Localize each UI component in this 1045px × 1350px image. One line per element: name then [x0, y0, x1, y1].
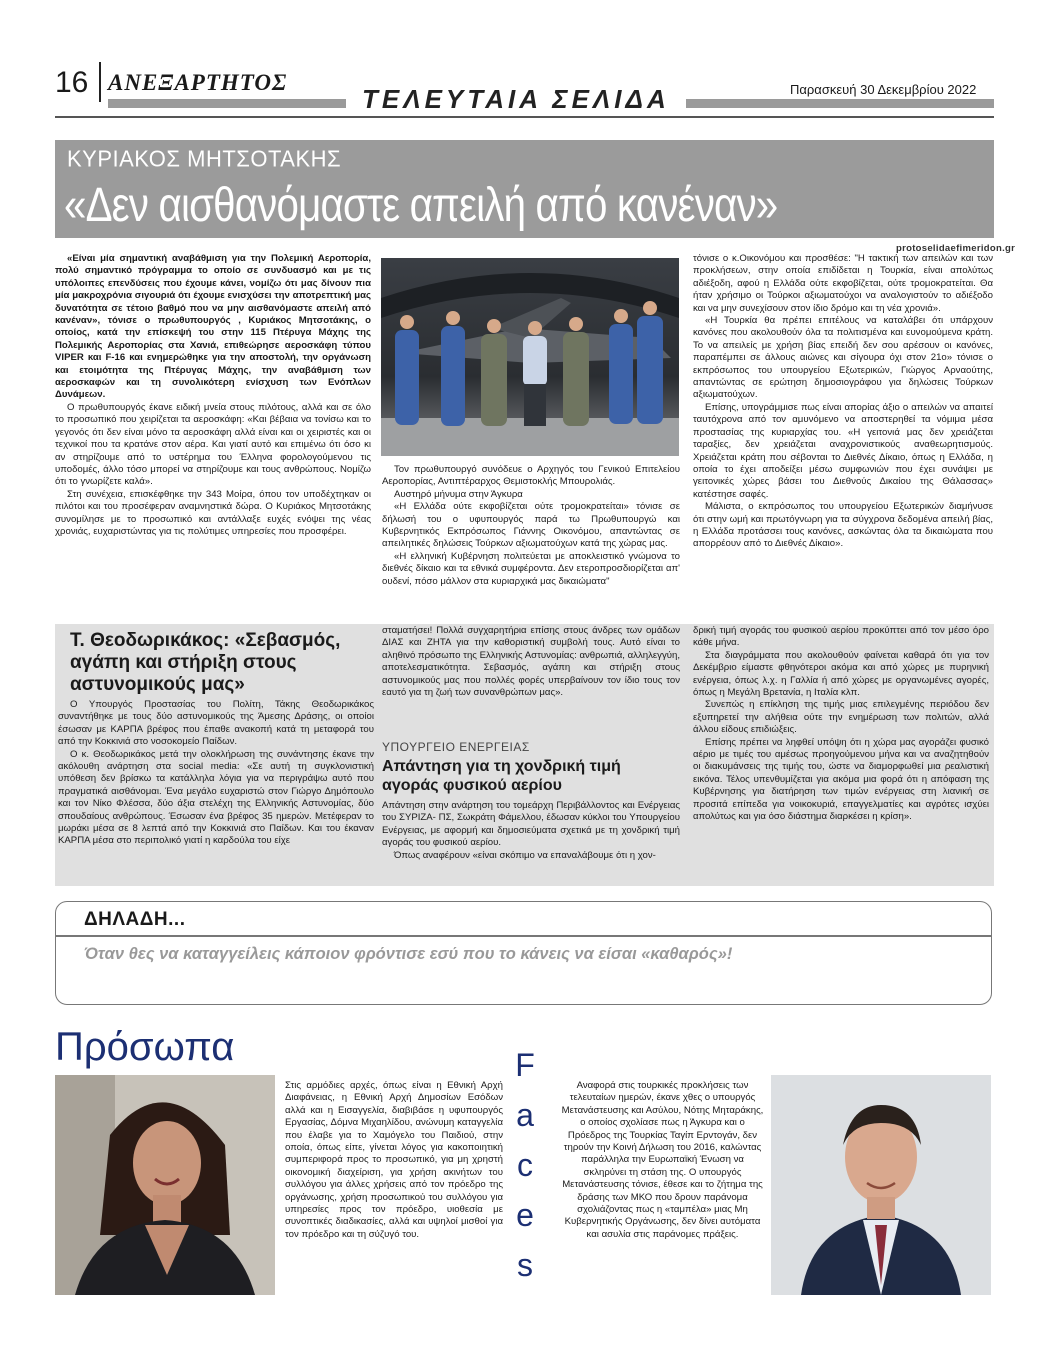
faces-letter: F	[515, 1047, 535, 1083]
police-headline: Τ. Θεοδωρικάκος: «Σεβασμός, αγάπη και στήριξη στους αστυνομικούς μας»	[70, 630, 341, 695]
diladi-divider	[55, 935, 992, 937]
lead-intro: «Είναι μία σημαντική αναβάθμιση για την Πολεμική Αεροπορία, πολύ σημαντικό πρόγραμμα το οποίο σε συνδυασμό και με τις υπόλοιπες επενδύσεις που έχουμε κάνει, νομίζω ότι μας δίνουν πια μία μακροχρόνια σιγουριά ότι έχουμε ενισχύσει την αποτρεπτική μας δυνατότητα σε τέτοιο βαθμό που να μην αισθανόμαστε απειλή από κανέναν», τόνισε ο πρωθυπουργός , Κυριάκος Μητσοτάκης, ο οποίος, κατά την επίσκεψή του στην 115 Πτέρυγα Μάχης της Πολεμικής Αεροπορίας στα Χανιά, επιθεώρησε αεροσκάφη τύπου VIPER και F-16 και ενημερώθηκε για την αποστολή, την οργάνωση και ετοιμότητα της Πτέρυγας Μάχης, την αναβάθμιση των αεροσκαφών και τη συνολικότερη ενίσχυση των Ενόπλων Δυνάμεων.	[55, 253, 371, 401]
lead-paragraph: «Η ελληνική Κυβέρνηση πολιτεύεται με αποκλειστικό γνώμονα το διεθνές δίκαιο και τα εθνικά συμφέροντα. Δεν ετεροπροσδιορίζεται απ' ουδενί, πόσο μάλλον στα κυριαρχικά μας δικαιώματα"	[382, 550, 680, 587]
energy-paragraph: δρική τιμή αγοράς του φυσικού αερίου προκύπτει από τον μέσο όρο κάθε μήνα.	[693, 625, 989, 649]
energy-paragraph: Συνεπώς η επίκληση της τιμής μιας επιλεγμένης περιόδου δεν εξυπηρετεί την αλήθεια ούτε την ενημέρωση των πολιτών, αλλά άλλου είδους επιδιώξεις.	[693, 699, 989, 736]
man-portrait-photo	[771, 1075, 991, 1295]
police-column-1	[58, 699, 374, 848]
energy-paragraph: Απάντηση στην ανάρτηση του τομεάρχη Περιβάλλοντος και Ενέργειας του ΣΥΡΙΖΑ- ΠΣ, Σωκράτη Φάμελλου, έδωσαν κύκλοι του Υπουργείου Ενέργειας, με αφορμή και δημοσιεύματα σχετικά με τη χονδρική τιμή αγοράς του φυσικού αερίου.	[382, 800, 680, 849]
watermark: protoselidaefimeridon.gr	[896, 243, 1016, 254]
lead-title: «Δεν αισθανόμαστε απειλή από κανέναν»	[64, 179, 778, 232]
subheading-ankara: Αυστηρό μήνυμα στην Άγκυρα	[394, 488, 523, 500]
prosopa-text-2: Αναφορά στις τουρκικές προκλήσεις των τελευταίων ημερών, έκανε χθες ο υπουργός Μετανάστευσης και Ασύλου, Νότης Μηταράκης, ο οποίος σχολίασε πως η Άγκυρα και ο Πρόεδρος της Τουρκίας Ταγίπ Ερντογάν, δεν τηρούν την Κοινή Δήλωση του 2016, καλώντας παράλληλα την Ευρωπαϊκή Ένωση να σκληρύνει τη στάση της. Ο υπουργός Μετανάστευσης τόνισε, έθεσε και το ζήτημα της δράσης των ΜΚΟ που δρουν παράνομα σχολιάζοντας πως η «ταμπέλα» μιας Μη Κυβερνητικής Οργάνωσης, δεν δίνει αυτόματα και ασυλία στις παράνομες πράξεις.	[561, 1080, 764, 1240]
energy-column-2	[693, 625, 989, 824]
diladi-title: ΔΗΛΑΔΗ...	[84, 909, 186, 930]
lead-kicker: ΚΥΡΙΑΚΟΣ ΜΗΤΣΟΤΑΚΗΣ	[67, 145, 342, 172]
faces-letter: e	[516, 1197, 534, 1233]
energy-paragraph: Στα διαγράμματα που ακολουθούν φαίνεται καθαρά ότι για τον Δεκέμβριο είμαστε φθηνότεροι ακόμα και από χώρες με πυρηνική ενέργεια, όπως λ.χ. η Γαλλία ή από χώρες με οργανωμένες αγορές, όπως η Μεγάλη Βρετανία, η Ιταλία κλπ.	[693, 649, 989, 699]
issue-date: Παρασκευή 30 Δεκεμβρίου 2022	[790, 82, 977, 97]
energy-kicker: ΥΠΟΥΡΓΕΙΟ ΕΝΕΡΓΕΙΑΣ	[382, 740, 530, 754]
pilots-photo	[381, 258, 679, 456]
prosopa-text-1: Στις αρμόδιες αρχές, όπως είναι η Εθνική Αρχή Διαφάνειας, η Εθνική Αρχή Δημοσίων Εσόδων αλλά και η Εισαγγελία, διαβιβάσε η υφυπουργός Εργασίας, Δόμνα Μιχαηλίδου, ανώνυμη καταγγελία που έλαβε για το Χαμόγελο του Παιδιού, στην οποία, όπως είπε, γίνεται λόγος για κακοποιητική συμπεριφορά προς το προσωπικό, για μη χρηστή οικονομική διαχείριση, για χρήση ακινήτων του συλλόγου για άλλες χρήσεις από τον πρόεδρο της οργάνωσης, χρήση προσωπικού του συλλόγου για υπηρεσίες προς τον πρόεδρο, υιοθεσία με συνοπτικές διαδικασίες, αλλά και υψηλοί μισθοί για τον πρόεδρο και τη σύζυγό του.	[285, 1080, 503, 1240]
diladi-text: Όταν θες να καταγγείλεις κάποιον φρόντισε εσύ που το κάνεις να είσαι «καθαρός»!	[84, 945, 733, 963]
photo-caption: Τον πρωθυπουργό συνόδευε ο Αρχηγός του Γενικού Επιτελείου Αεροπορίας, Αντιπτέραρχος Θεμιστοκλής Μπουρολιάς.	[382, 464, 680, 488]
lead-paragraph: «Η Τουρκία θα πρέπει επιτέλους να καταλάβει ότι υπάρχουν κανόνες που ακολουθούν όλα τα πολιτισμένα και ευνομούμενα κράτη. Το να απειλείς με χρήση βίας επειδή δεν σου αρέσουν οι κανόνες, παραπέμπει σε άλλους αιώνες και σίγουρα όχι στον 21ο» τόνισε ο εκπρόσωπος του υπουργείου Εξωτερικών, Γιώργος Αρναούτης, απαντώντας σε ερώτηση δημοσιογράφου για δηλώσεις Τούρκων αξιωματούχων.	[693, 315, 993, 401]
energy-column-1	[382, 800, 680, 862]
lead-paragraph: Επίσης, υπογράμμισε πως είναι απορίας άξιο ο απειλών να απαιτεί ταυτόχρονα από τον αμυνόμενο να αποστερηθεί τα νόμιμα μέσα προστασίας της κυριαρχίας του. «Η γειτονιά μας δεν χρειάζεται ταραξίες, δεν χρειάζεται αναχρονιστικούς αναθεωρητισμούς. Χρειάζεται κράτη που σέβονται το Διεθνές Δίκαιο, όπως η Ελλάδα, η οποία το έχει αποδείξει μέσω συμφωνιών που έχει συνάψει με γειτονικές χώρες βάσει του Διεθνούς Δικαίου της Θάλασσας» κατέστησε σαφές.	[693, 401, 993, 500]
lead-paragraph: Ο πρωθυπουργός έκανε ειδική μνεία στους πιλότους, αλλά και σε όλο το προσωπικό που χειρίζεται τα αεροσκάφη: «Και βέβαια να τονίσω και το γεγονός ότι δεν είναι μόνο τα αεροσκάφη αλλά είναι και οι χειριστές και οι τεχνικοί που τα κρατάνε στον αέρα. Και γιατί αυτό και επιμένω ότι όσο κι αν στηρίζουμε από το υστέρημα του Έλληνα φορολογούμενου τις υποδομές, άλλο τόσο μπορεί να στηρίζουμε και τους ανθρώπους. Νομίζω ότι το γνωρίζετε καλά».	[55, 401, 371, 488]
faces-vertical-label	[511, 1040, 539, 1290]
energy-paragraph: Επίσης πρέπει να ληφθεί υπόψη ότι η χώρα μας αγοράζει φυσικό αέριο με τιμές του αμέσως προηγούμενου μήνα και να αναζητηθούν οι διακυμάνσεις της τιμής του, ώστε να διαμορφωθεί μια ρεαλιστική εικόνα. Τέλος υπενθυμίζεται για ακόμα μια φορά ότι η απόφαση της Κυβέρνησης για διατήρηση των τιμών ενέργειας στη λιανική σε προσιτά επίπεδα για νοικοκυριά, επαγγελματίες και αγρότες ισχύει απολύτως και για όσο διάστημα διαρκέσει η κρίση».	[693, 736, 989, 823]
lead-paragraph: Μάλιστα, ο εκπρόσωπος του υπουργείου Εξωτερικών διαμήνυσε ότι στην ωμή και πρωτόγνωρη για τα σύγχρονα δεδομένα απειλή βίας, η Ελλάδα προτάσσει τους κανόνες, ασκώντας όλα τα δικαιώματα που απορρέουν από το Διεθνές Δίκαιο».	[693, 501, 993, 550]
lead-column-2	[382, 464, 680, 588]
energy-headline: Απάντηση για τη χονδρική τιμή αγοράς φυσικού αερίου	[382, 758, 621, 794]
lead-paragraph: τόνισε ο κ.Οικονόμου και προσθέσε: "Η τακτική των απειλών και των προκλήσεων, στην οποία επιδίδεται η Τουρκία, είναι απολύτως αδιέξοδη, αφού η Ελλάδα ούτε εκφοβίζεται, ούτε τρομοκρατείται. Θα ήταν χρήσιμο οι Τούρκοι αξιωματούχοι να αναλογιστούν το αδιέξοδο και να μην συνεχίσουν στον ίδιο δρόμο και τη νέα χρονιά».	[693, 253, 993, 314]
faces-letter: c	[517, 1147, 533, 1183]
woman-portrait-photo	[55, 1075, 275, 1295]
police-paragraph: Ο κ. Θεοδωρικάκος μετά την ολοκλήρωση της συνάντησης έκανε την ακόλουθη ανάρτηση στα social media: «Σε αυτή τη συγκλονιστική υπόθεση δεν βρίσκω τα κατάλληλα λόγια για να περιγράψω αυτό που πραγματικά αισθάνομαι. Ένα μεγάλο ευχαριστώ στον Γιώργο Δημόπουλο και τον Νίκο Φλέσσα, δύο άξια στελέχη της Ελληνικής Αστυνομίας, δύο σπουδαίους ανθρώπους. Έσωσαν ένα βρέφος 35 ημερών. Μετέφεραν το μωράκι μέσα σε 8 λεπτά από την Κοκκινιά στο Παίδων. Και του έκαναν ΚΑΡΠΑ μέσα στο περιπολικό γιατί η καρδούλα του είχε	[58, 748, 374, 847]
publication-name: ΑΝΕΞΑΡΤΗΤΟΣ	[108, 70, 288, 95]
police-paragraph: σταματήσει! Πολλά συγχαρητήρια επίσης στους άνδρες των ομάδων ΔΙΑΣ και ΖΗΤΑ για την καθοριστική συμβολή τους. Αυτό είναι το αληθινό πρόσωπο της Ελληνικής Αστυνομίας: ανθρωπιά, αλληλεγγύη, αποτελεσματικότητα. Σεβασμός, αγάπη και στήριξη στους αστυνομικούς μας που πολλές φορές υπερβαίνουν τον ίδιο τους τον εαυτό για τη ζωή των συνανθρώπων μας».	[382, 625, 680, 699]
faces-letter: a	[516, 1097, 534, 1133]
lead-column-3	[693, 253, 993, 551]
page-number: 16	[55, 66, 89, 99]
masthead-bar-left	[108, 99, 346, 108]
faces-letter: s	[517, 1247, 533, 1283]
prosopa-title: Πρόσωπα	[55, 1025, 235, 1069]
section-title: ΤΕΛΕΥΤΑΙΑ ΣΕΛΙΔΑ	[362, 84, 670, 114]
energy-paragraph: Όπως αναφέρουν «είναι σκόπιμο να επαναλάβουμε ότι η χον-	[394, 849, 656, 861]
masthead-rule	[55, 116, 994, 118]
masthead-bar-right	[686, 99, 994, 108]
lead-paragraph: «Η Ελλάδα ούτε εκφοβίζεται ούτε τρομοκρατείται» τόνισε σε δήλωσή του ο υφυπουργός παρά τω Πρωθυπουργώ και Κυβερνητικός Εκπρόσωπος Γιάννης Οικονόμου, απαντώντας σε απειλητικές δηλώσεις Τούρκων αξιωματούχων κατά της χώρας μας.	[382, 501, 680, 550]
police-column-2	[382, 625, 680, 699]
lead-column-1	[55, 253, 371, 538]
police-paragraph: Ο Υπουργός Προστασίας του Πολίτη, Τάκης Θεοδωρικάκος συναντήθηκε με τους δύο αστυνομικούς της Άμεσης Δράσης, οι οποίοι έσωσαν με ΚΑΡΠΑ βρέφος που έπαθε ανακοπή κατά τη μεταφορά του από την Κοκκινιά στο νοσοκομείο Παίδων.	[58, 699, 374, 748]
lead-paragraph: Στη συνέχεια, επισκέφθηκε την 343 Μοίρα, όπου τον υποδέχτηκαν οι πιλότοι και του προσέφεραν αναμνηστικά δώρα. Ο Κυριάκος Μητσοτάκης συνομίλησε με το προσωπικό και αντάλλαξε ευχές ενόψει της νέας χρονιάς, ευχαριστώντας για τις πολύτιμες υπηρεσίες που προσφέρει.	[55, 488, 371, 537]
masthead-divider	[99, 62, 101, 102]
